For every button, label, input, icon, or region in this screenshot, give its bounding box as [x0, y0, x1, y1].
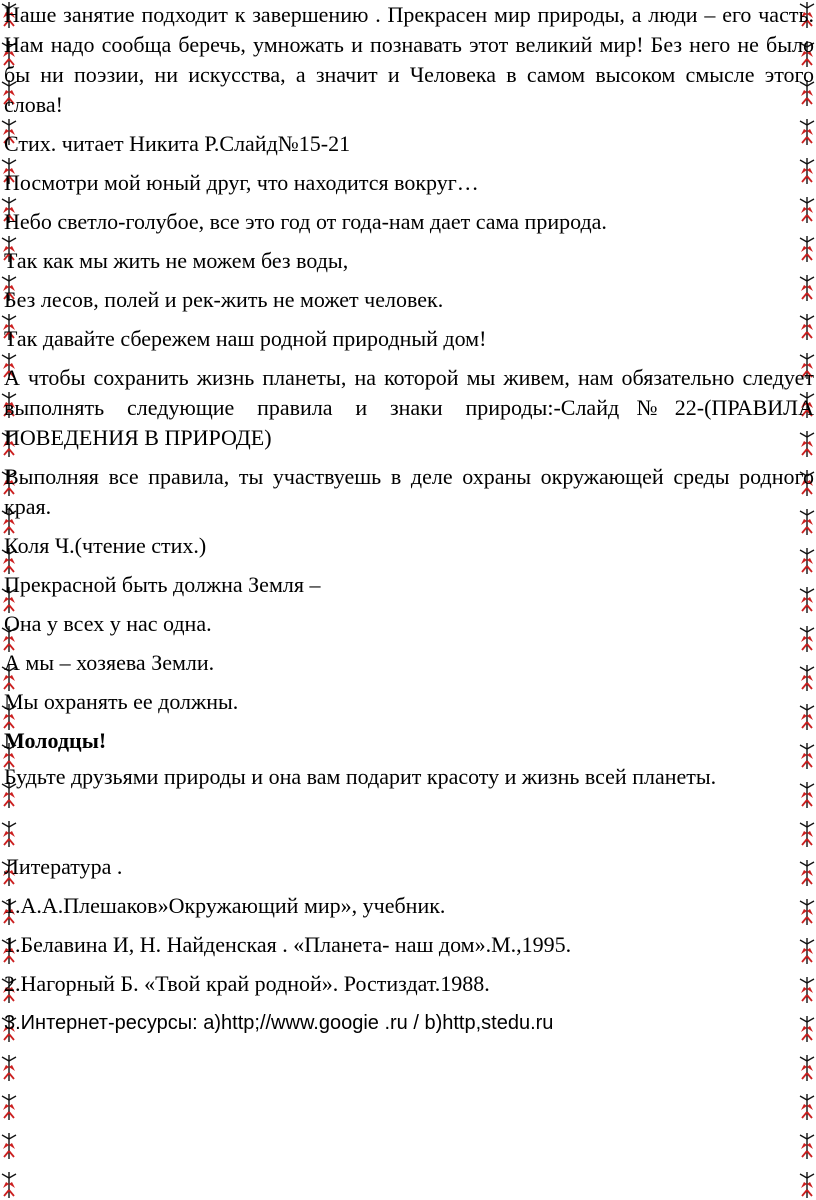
literature-item: 1.А.А.Плешаков»Окружающий мир», учебник.: [4, 893, 446, 918]
poem1-line: Так давайте сбережем наш родной природный дом!: [4, 326, 487, 351]
rules-paragraph: А чтобы сохранить жизнь планеты, на которой мы живем, нам обязательно следует выполнять следующие правила и знаки природы:-Слайд№22-(ПРАВИЛА ПОВЕДЕНИЯ В ПРИРОДЕ): [4, 365, 814, 450]
document-body: [4, 0, 814, 1038]
literature-title: Литература .: [4, 854, 123, 879]
red-black-folk-ornament-icon: [0, 1170, 18, 1200]
red-black-folk-ornament-icon: [798, 1092, 816, 1122]
literature-item: 1.Белавина И, Н. Найденская . «Планета- наш дом».М.,1995.: [4, 932, 572, 957]
poem2-line: А мы – хозяева Земли.: [4, 650, 215, 675]
closing-paragraph: Будьте друзьями природы и она вам подарит красоту и жизнь всей планеты.: [4, 764, 717, 789]
red-black-folk-ornament-icon: [0, 1053, 18, 1083]
literature-item: 2.Нагорный Б. «Твой край родной». Ростиздат.1988.: [4, 971, 490, 996]
poem1-line: Без лесов, полей и рек-жить не может человек.: [4, 287, 444, 312]
praise-heading: Молодцы!: [4, 728, 107, 753]
poem2-line: Она у всех у нас одна.: [4, 611, 212, 636]
red-black-folk-ornament-icon: [798, 1170, 816, 1200]
poem1-reader-line: Стих. читает Никита Р.Слайд№15-21: [4, 131, 351, 156]
poem1-line: Небо светло-голубое, все это год от года-нам дает сама природа.: [4, 209, 607, 234]
red-black-folk-ornament-icon: [798, 1131, 816, 1161]
red-black-folk-ornament-icon: [0, 1131, 18, 1161]
intro-paragraph: Наше занятие подходит к завершению . Прекрасен мир природы, а люди – его часть. Нам надо сообща беречь, умножать и познавать этот великий мир! Без него не было бы ни поэзии, ни искусства, а значит и Человека в самом высоком смысле этого слова!: [4, 2, 814, 117]
red-black-folk-ornament-icon: [798, 1053, 816, 1083]
rules-followup-paragraph: Выполняя все правила, ты участвуешь в деле охраны окружающей среды родного края.: [4, 464, 814, 519]
poem2-line: Прекрасной быть должна Земля –: [4, 572, 321, 597]
poem2-reader-line: Коля Ч.(чтение стих.): [4, 533, 207, 558]
red-black-folk-ornament-icon: [0, 1092, 18, 1122]
literature-item: 3.Интернет-ресурсы: a)http;//www.googie .ru / b)http,stedu.ru: [4, 1012, 554, 1034]
poem2-line: Мы охранять ее должны.: [4, 689, 239, 714]
poem1-line: Так как мы жить не можем без воды,: [4, 248, 349, 273]
poem1-line: Посмотри мой юный друг, что находится вокруг…: [4, 170, 479, 195]
